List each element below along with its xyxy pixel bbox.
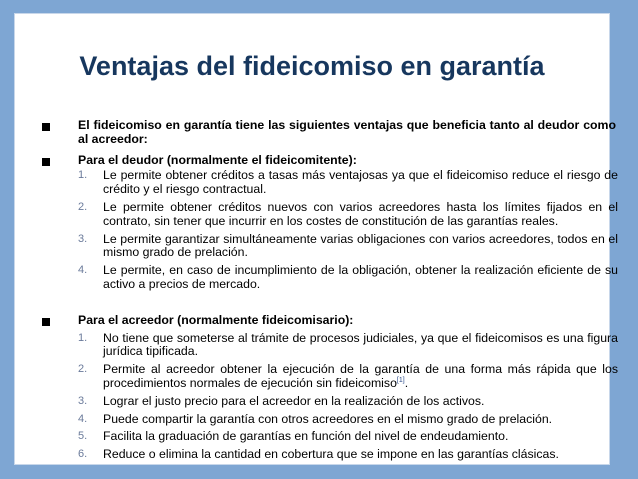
square-bullet-icon xyxy=(39,315,53,329)
item-number: 1. xyxy=(78,169,88,182)
bullet-item xyxy=(39,119,618,147)
item-number: 5. xyxy=(78,430,88,443)
item-text: Facilita la graduación de garantías en función del nivel de endeudamiento. xyxy=(103,429,509,444)
list-item xyxy=(39,201,618,229)
item-text: Le permite obtener créditos a tasas más ventajosas ya que el fideicomiso reduce el riesgo de crédito y el riesgo contractual. xyxy=(103,168,618,197)
item-text: Lograr el justo precio para el acreedor en la realización de los activos. xyxy=(103,393,485,408)
slide-content xyxy=(39,119,618,462)
item-text: Le permite garantizar simultáneamente varias obligaciones con varios acreedores, todos en el mismo grado de prelación. xyxy=(103,231,618,260)
item-text: Le permite, en caso de incumplimiento de la obligación, obtener la realización eficiente de su activo a precios de mercado. xyxy=(103,263,618,291)
list-item xyxy=(39,413,618,427)
numbered-list-deudor xyxy=(39,169,618,291)
list-item xyxy=(39,233,618,261)
list-item xyxy=(39,169,618,197)
bullet-text: Para el acreedor (normalmente fideicomisario): xyxy=(78,312,354,327)
item-text: No tiene que someterse al trámite de procesos judiciales, ya que el fideicomisos es una figura jurídica tipificada. xyxy=(103,330,618,359)
item-number: 3. xyxy=(78,394,88,407)
item-number: 2. xyxy=(78,363,88,376)
list-item xyxy=(39,264,618,292)
numbered-list-acreedor xyxy=(39,332,618,462)
item-number: 4. xyxy=(78,264,88,277)
item-number: 4. xyxy=(78,412,88,425)
item-number: 3. xyxy=(78,232,88,245)
item-number: 6. xyxy=(78,448,88,461)
footnote-link[interactable]: [1] xyxy=(396,376,405,384)
item-text: Reduce o elimina la cantidad en cobertura que se impone en las garantías clásicas. xyxy=(103,447,559,462)
item-text: Puede compartir la garantía con otros acreedores en el mismo grado de prelación. xyxy=(103,411,553,426)
list-item xyxy=(39,332,618,360)
bullet-text: El fideicomiso en garantía tiene las siguientes ventajas que beneficia tanto al deudor como al acreedor: xyxy=(78,118,616,146)
list-item xyxy=(39,430,618,444)
square-bullet-icon xyxy=(39,120,53,134)
item-text xyxy=(103,362,618,390)
item-text-main: Permite al acreedor obtener la ejecución de la garantía de una forma más rápida que los procedimientos normales de ejecución sin fideicomiso xyxy=(103,362,618,390)
list-item xyxy=(39,395,618,409)
bullet-item xyxy=(39,154,618,168)
list-item xyxy=(39,448,618,462)
slide xyxy=(14,13,618,465)
bullet-item xyxy=(39,314,618,328)
item-number: 1. xyxy=(78,331,88,344)
list-item xyxy=(39,363,618,391)
bullet-text: Para el deudor (normalmente el fideicomitente): xyxy=(78,152,357,167)
slide-title: Ventajas del fideicomiso en garantía xyxy=(79,51,545,81)
item-number: 2. xyxy=(78,200,88,213)
item-text: Le permite obtener créditos nuevos con varios acreedores hasta los límites fijados en el contrato, sin tener que incurrir en los costes de constitución de las garantías reales. xyxy=(103,199,618,228)
square-bullet-icon xyxy=(39,155,53,169)
item-text-end: . xyxy=(404,375,409,390)
